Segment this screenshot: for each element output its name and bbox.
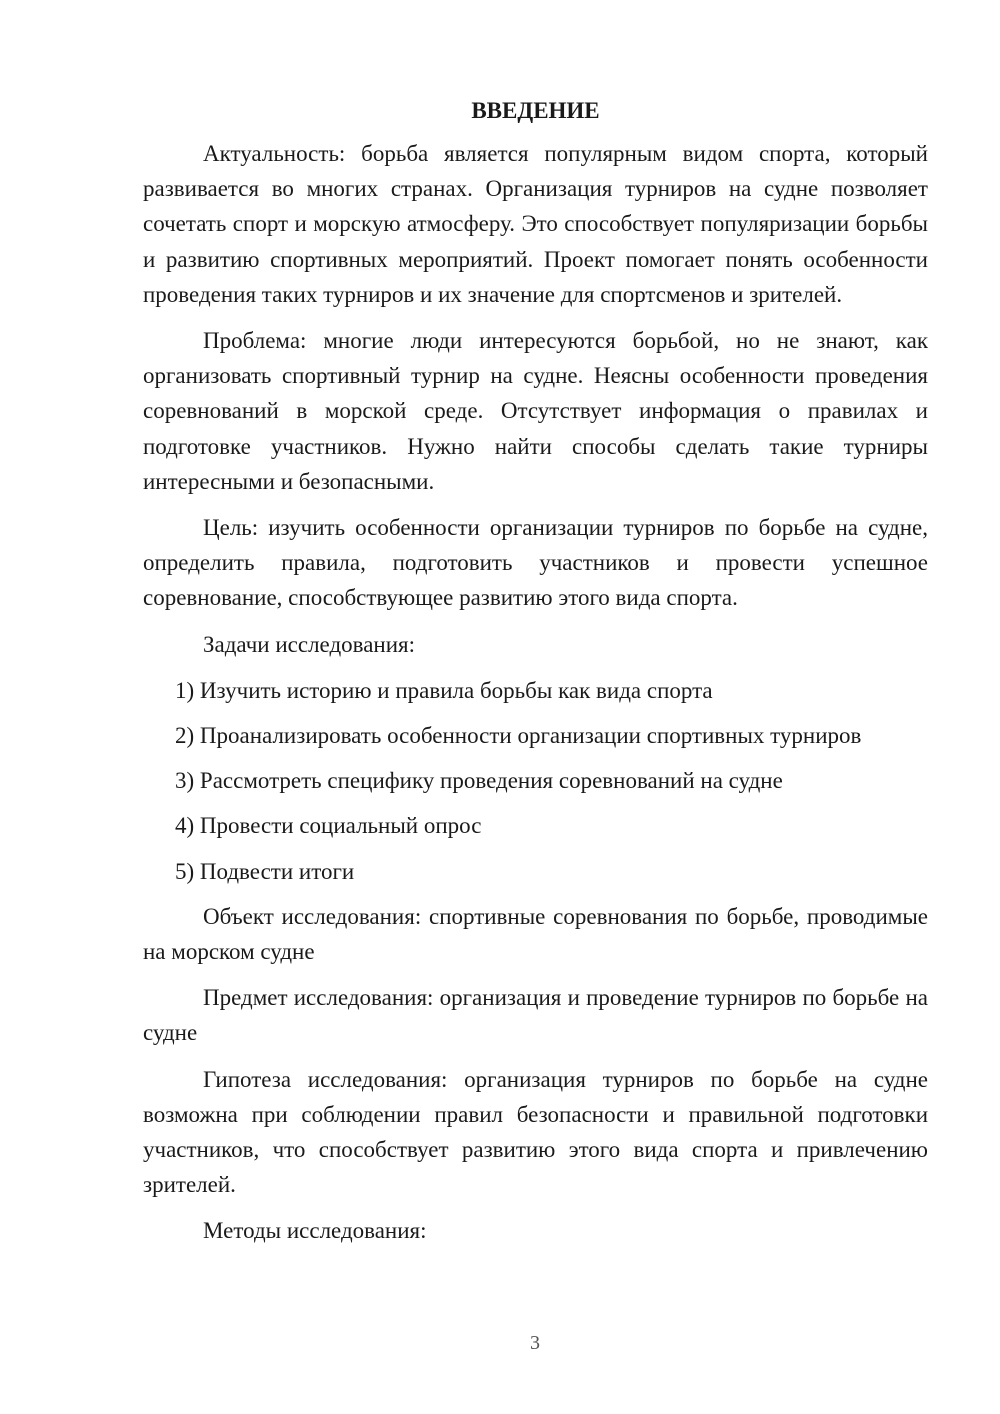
problem-paragraph: Проблема: многие люди интересуются борьбой, но не знают, как организовать спортивный турнир на судне. Неясны особенности проведения соревнований в морской среде. Отсутствует информация о правилах и подготовке участников. Нужно найти способы сделать такие турниры интересными и безопасными.	[143, 328, 928, 494]
subject-paragraph: Предмет исследования: организация и проведение турниров по борьбе на судне	[143, 985, 928, 1046]
tasks-heading: Задачи исследования:	[203, 631, 416, 657]
task-item: 1) Изучить историю и правила борьбы как вида спорта	[175, 677, 713, 703]
task-item: 2) Проанализировать особенности организации спортивных турниров	[175, 723, 862, 749]
task-item: 5) Подвести итоги	[175, 858, 355, 884]
document-page	[143, 96, 928, 1260]
tasks-list	[143, 673, 928, 889]
goal-paragraph: Цель: изучить особенности организации турниров по борьбе на судне, определить правила, подготовить участников и провести успешное соревнование, способствующее развитию этого вида спорта.	[143, 515, 928, 611]
hypothesis-paragraph: Гипотеза исследования: организация турниров по борьбе на судне возможна при соблюдении правил безопасности и правильной подготовки участников, что способствует развитию этого вида спорта и привлечению зрителей.	[143, 1066, 928, 1198]
object-paragraph: Объект исследования: спортивные соревнования по борьбе, проводимые на морском судне	[143, 903, 928, 965]
page-number: 3	[530, 1332, 540, 1354]
section-title: ВВЕДЕНИЕ	[471, 98, 600, 123]
task-item: 4) Провести социальный опрос	[175, 813, 482, 839]
relevance-paragraph: Актуальность: борьба является популярным видом спорта, который развивается во многих странах. Организация турниров на судне позволяет сочетать спорт и морскую атмосферу. Это способствует популяризации борьбы и развитию спортивных мероприятий. Проект помогает понять особенности проведения таких турниров и их значение для спортсменов и зрителей.	[143, 141, 928, 307]
task-item: 3) Рассмотреть специфику проведения соревнований на судне	[175, 768, 783, 794]
methods-heading: Методы исследования:	[203, 1218, 427, 1244]
